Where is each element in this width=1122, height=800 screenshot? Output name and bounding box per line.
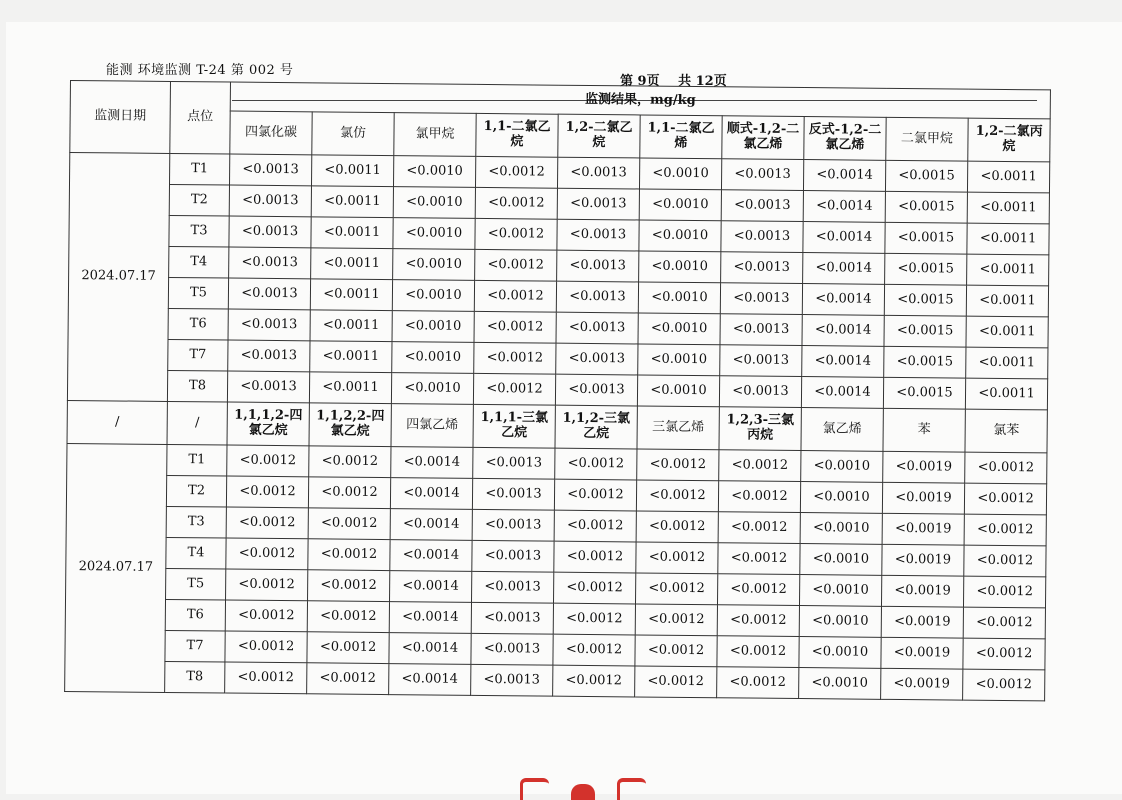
point-cell: T2 <box>169 184 229 216</box>
value-cell: <0.0012 <box>553 603 635 635</box>
page-current: 第 9页 <box>620 74 660 89</box>
value-cell: <0.0013 <box>556 312 638 344</box>
value-cell: <0.0014 <box>802 315 884 347</box>
col-header-point: 点位 <box>170 81 231 154</box>
value-cell: <0.0015 <box>883 377 965 409</box>
value-cell: <0.0012 <box>719 450 801 482</box>
value-cell: <0.0015 <box>884 315 966 347</box>
value-cell: <0.0014 <box>802 346 884 378</box>
value-cell: <0.0012 <box>637 449 719 481</box>
value-cell: <0.0013 <box>471 664 553 696</box>
value-cell: <0.0010 <box>801 451 883 483</box>
value-cell: <0.0012 <box>635 666 717 698</box>
value-cell: <0.0019 <box>881 668 963 700</box>
point-cell: T5 <box>166 568 226 600</box>
value-cell: <0.0012 <box>226 476 308 508</box>
point-cell: T8 <box>167 370 227 402</box>
compound-header: 苯 <box>883 408 965 452</box>
value-cell: <0.0014 <box>390 509 472 541</box>
value-cell: <0.0013 <box>472 571 554 603</box>
value-cell: <0.0015 <box>885 191 967 223</box>
value-cell: <0.0013 <box>228 309 310 341</box>
value-cell: <0.0012 <box>227 445 309 477</box>
value-cell: <0.0013 <box>229 216 311 248</box>
value-cell: <0.0012 <box>225 631 307 663</box>
value-cell: <0.0013 <box>472 509 554 541</box>
date-placeholder: / <box>67 400 167 444</box>
value-cell: <0.0012 <box>474 280 556 312</box>
compound-header: 氯甲烷 <box>394 113 476 157</box>
value-cell: <0.0012 <box>717 636 799 668</box>
point-cell: T6 <box>165 599 225 631</box>
stamp-fragment-center <box>571 784 595 800</box>
compound-header: 1,1-二氯乙烯 <box>640 115 722 159</box>
value-cell: <0.0010 <box>799 668 881 700</box>
value-cell: <0.0012 <box>964 545 1046 577</box>
value-cell: <0.0012 <box>309 446 391 478</box>
monitoring-date: 2024.07.17 <box>65 443 167 692</box>
value-cell: <0.0010 <box>639 189 721 221</box>
value-cell: <0.0013 <box>721 252 803 284</box>
compound-header: 四氯化碳 <box>230 111 312 155</box>
value-cell: <0.0014 <box>389 602 471 634</box>
value-cell: <0.0012 <box>636 480 718 512</box>
value-cell: <0.0012 <box>475 218 557 250</box>
value-cell: <0.0019 <box>882 513 964 545</box>
value-cell: <0.0010 <box>393 218 475 250</box>
compound-header: 1,1,2,2-四氯乙烷 <box>309 403 391 447</box>
point-cell: T5 <box>168 277 228 309</box>
point-cell: T6 <box>168 308 228 340</box>
results-title: 监测结果，mg/kg <box>230 82 1050 119</box>
value-cell: <0.0015 <box>884 346 966 378</box>
value-cell: <0.0010 <box>638 344 720 376</box>
value-cell: <0.0013 <box>719 376 801 408</box>
value-cell: <0.0014 <box>802 284 884 316</box>
value-cell: <0.0010 <box>393 187 475 219</box>
value-cell: <0.0014 <box>803 191 885 223</box>
value-cell: <0.0010 <box>799 606 881 638</box>
stamp-fragment-right <box>617 778 646 800</box>
table-body <box>65 81 1051 701</box>
point-cell: T4 <box>169 246 229 278</box>
compound-header: 1,2-二氯乙烷 <box>558 114 640 158</box>
value-cell: <0.0012 <box>554 541 636 573</box>
value-cell: <0.0010 <box>800 544 882 576</box>
compound-header: 四氯乙烯 <box>391 404 473 448</box>
value-cell: <0.0011 <box>966 285 1048 317</box>
value-cell: <0.0012 <box>475 156 557 188</box>
value-cell: <0.0013 <box>556 281 638 313</box>
compound-header: 二氯甲烷 <box>886 117 968 161</box>
value-cell: <0.0012 <box>717 605 799 637</box>
compound-header: 反式-1,2-二氯乙烯 <box>804 117 886 161</box>
value-cell: <0.0012 <box>475 249 557 281</box>
value-cell: <0.0013 <box>720 314 802 346</box>
value-cell: <0.0010 <box>800 513 882 545</box>
value-cell: <0.0012 <box>717 574 799 606</box>
point-cell: T3 <box>166 506 226 538</box>
value-cell: <0.0012 <box>963 638 1045 670</box>
value-cell: <0.0011 <box>311 217 393 249</box>
compound-header: 1,1,2-三氯乙烷 <box>555 405 637 449</box>
value-cell: <0.0012 <box>554 572 636 604</box>
value-cell: <0.0010 <box>639 158 721 190</box>
value-cell: <0.0010 <box>392 311 474 343</box>
value-cell: <0.0019 <box>881 637 963 669</box>
point-cell: T1 <box>167 444 227 476</box>
value-cell: <0.0013 <box>472 540 554 572</box>
compound-header: 1,2-二氯丙烷 <box>968 118 1051 162</box>
value-cell: <0.0013 <box>721 190 803 222</box>
value-cell: <0.0012 <box>307 663 389 695</box>
value-cell: <0.0012 <box>554 510 636 542</box>
value-cell: <0.0013 <box>720 283 802 315</box>
value-cell: <0.0013 <box>471 602 553 634</box>
value-cell: <0.0014 <box>803 222 885 254</box>
point-cell: T1 <box>170 153 230 185</box>
point-cell: T7 <box>165 630 225 662</box>
value-cell: <0.0012 <box>635 604 717 636</box>
value-cell: <0.0012 <box>553 634 635 666</box>
point-cell: T4 <box>166 537 226 569</box>
value-cell: <0.0012 <box>964 483 1046 515</box>
value-cell: <0.0013 <box>228 278 310 310</box>
value-cell: <0.0014 <box>801 377 883 409</box>
value-cell: <0.0019 <box>881 575 963 607</box>
value-cell: <0.0012 <box>307 601 389 633</box>
value-cell: <0.0013 <box>229 247 311 279</box>
value-cell: <0.0010 <box>392 342 474 374</box>
point-placeholder: / <box>167 401 227 445</box>
value-cell: <0.0011 <box>967 254 1049 286</box>
value-cell: <0.0012 <box>473 373 555 405</box>
value-cell: <0.0013 <box>227 371 309 403</box>
value-cell: <0.0012 <box>554 479 636 511</box>
value-cell: <0.0013 <box>472 478 554 510</box>
value-cell: <0.0010 <box>638 282 720 314</box>
value-cell: <0.0012 <box>555 448 637 480</box>
value-cell: <0.0011 <box>310 341 392 373</box>
value-cell: <0.0012 <box>308 570 390 602</box>
value-cell: <0.0011 <box>967 223 1049 255</box>
compound-header: 氯仿 <box>312 112 394 156</box>
value-cell: <0.0013 <box>228 340 310 372</box>
monitoring-results-table <box>64 80 1051 701</box>
page-total: 共 12页 <box>678 74 727 89</box>
value-cell: <0.0012 <box>965 452 1047 484</box>
monitoring-date: 2024.07.17 <box>67 153 169 402</box>
value-cell: <0.0014 <box>390 540 472 572</box>
value-cell: <0.0012 <box>553 665 635 697</box>
value-cell: <0.0012 <box>226 507 308 539</box>
value-cell: <0.0011 <box>310 279 392 311</box>
value-cell: <0.0012 <box>717 667 799 699</box>
value-cell: <0.0019 <box>881 606 963 638</box>
value-cell: <0.0012 <box>225 600 307 632</box>
value-cell: <0.0012 <box>308 508 390 540</box>
value-cell: <0.0013 <box>229 185 311 217</box>
value-cell: <0.0011 <box>966 347 1048 379</box>
compound-header: 顺式-1,2-二氯乙烯 <box>722 116 804 160</box>
stamp-fragment-left <box>520 778 549 800</box>
value-cell: <0.0012 <box>718 543 800 575</box>
value-cell: <0.0012 <box>963 669 1045 701</box>
value-cell: <0.0013 <box>557 219 639 251</box>
value-cell: <0.0013 <box>557 250 639 282</box>
value-cell: <0.0012 <box>635 573 717 605</box>
red-stamp <box>520 778 646 800</box>
value-cell: <0.0014 <box>390 571 472 603</box>
value-cell: <0.0012 <box>308 477 390 509</box>
value-cell: <0.0014 <box>389 633 471 665</box>
point-cell: T7 <box>168 339 228 371</box>
point-cell: T8 <box>165 661 225 693</box>
compound-header: 氯乙烯 <box>801 408 883 452</box>
value-cell: <0.0013 <box>721 221 803 253</box>
value-cell: <0.0012 <box>718 481 800 513</box>
value-cell: <0.0012 <box>226 569 308 601</box>
value-cell: <0.0010 <box>393 249 475 281</box>
value-cell: <0.0012 <box>964 514 1046 546</box>
value-cell: <0.0015 <box>885 253 967 285</box>
value-cell: <0.0012 <box>226 538 308 570</box>
value-cell: <0.0019 <box>882 482 964 514</box>
value-cell: <0.0019 <box>883 451 965 483</box>
value-cell: <0.0012 <box>474 342 556 374</box>
value-cell: <0.0011 <box>310 310 392 342</box>
value-cell: <0.0013 <box>720 345 802 377</box>
point-cell: T3 <box>169 215 229 247</box>
value-cell: <0.0012 <box>474 311 556 343</box>
value-cell: <0.0013 <box>556 343 638 375</box>
value-cell: <0.0014 <box>390 478 472 510</box>
value-cell: <0.0010 <box>393 156 475 188</box>
value-cell: <0.0012 <box>225 662 307 694</box>
value-cell: <0.0010 <box>638 313 720 345</box>
value-cell: <0.0014 <box>389 664 471 696</box>
report-id: 能测 环境监测 T-24 第 002 号 <box>106 63 294 78</box>
value-cell: <0.0010 <box>391 373 473 405</box>
compound-header: 1,1,1,2-四氯乙烷 <box>227 402 309 446</box>
value-cell: <0.0012 <box>718 512 800 544</box>
value-cell: <0.0014 <box>803 253 885 285</box>
value-cell: <0.0012 <box>307 632 389 664</box>
value-cell: <0.0011 <box>965 378 1047 410</box>
value-cell: <0.0010 <box>639 251 721 283</box>
col-header-date: 监测日期 <box>70 81 171 154</box>
value-cell: <0.0014 <box>391 447 473 479</box>
value-cell: <0.0010 <box>639 220 721 252</box>
value-cell: <0.0012 <box>635 635 717 667</box>
value-cell: <0.0011 <box>966 316 1048 348</box>
value-cell: <0.0013 <box>229 154 311 186</box>
value-cell: <0.0011 <box>309 372 391 404</box>
value-cell: <0.0010 <box>392 280 474 312</box>
compound-header: 氯苯 <box>965 409 1048 453</box>
compound-header: 1,2,3-三氯丙烷 <box>719 407 801 451</box>
value-cell: <0.0015 <box>885 222 967 254</box>
value-cell: <0.0012 <box>475 187 557 219</box>
value-cell: <0.0013 <box>721 159 803 191</box>
value-cell: <0.0013 <box>557 188 639 220</box>
value-cell: <0.0015 <box>885 160 967 192</box>
value-cell: <0.0011 <box>311 248 393 280</box>
compound-header: 1,1-二氯乙烷 <box>476 113 558 157</box>
value-cell: <0.0013 <box>473 447 555 479</box>
value-cell: <0.0012 <box>963 607 1045 639</box>
value-cell: <0.0011 <box>967 161 1049 193</box>
value-cell: <0.0011 <box>311 155 393 187</box>
compound-header: 三氯乙烯 <box>637 406 719 450</box>
value-cell: <0.0010 <box>799 637 881 669</box>
value-cell: <0.0010 <box>637 375 719 407</box>
value-cell: <0.0010 <box>799 575 881 607</box>
value-cell: <0.0011 <box>311 186 393 218</box>
value-cell: <0.0015 <box>884 284 966 316</box>
value-cell: <0.0019 <box>882 544 964 576</box>
value-cell: <0.0012 <box>636 511 718 543</box>
value-cell: <0.0014 <box>803 160 885 192</box>
value-cell: <0.0011 <box>967 192 1049 224</box>
value-cell: <0.0013 <box>555 374 637 406</box>
value-cell: <0.0012 <box>963 576 1045 608</box>
value-cell: <0.0013 <box>557 157 639 189</box>
value-cell: <0.0013 <box>471 633 553 665</box>
compound-header: 1,1,1-三氯乙烷 <box>473 404 555 448</box>
value-cell: <0.0010 <box>800 482 882 514</box>
point-cell: T2 <box>166 475 226 507</box>
value-cell: <0.0012 <box>636 542 718 574</box>
value-cell: <0.0012 <box>308 539 390 571</box>
